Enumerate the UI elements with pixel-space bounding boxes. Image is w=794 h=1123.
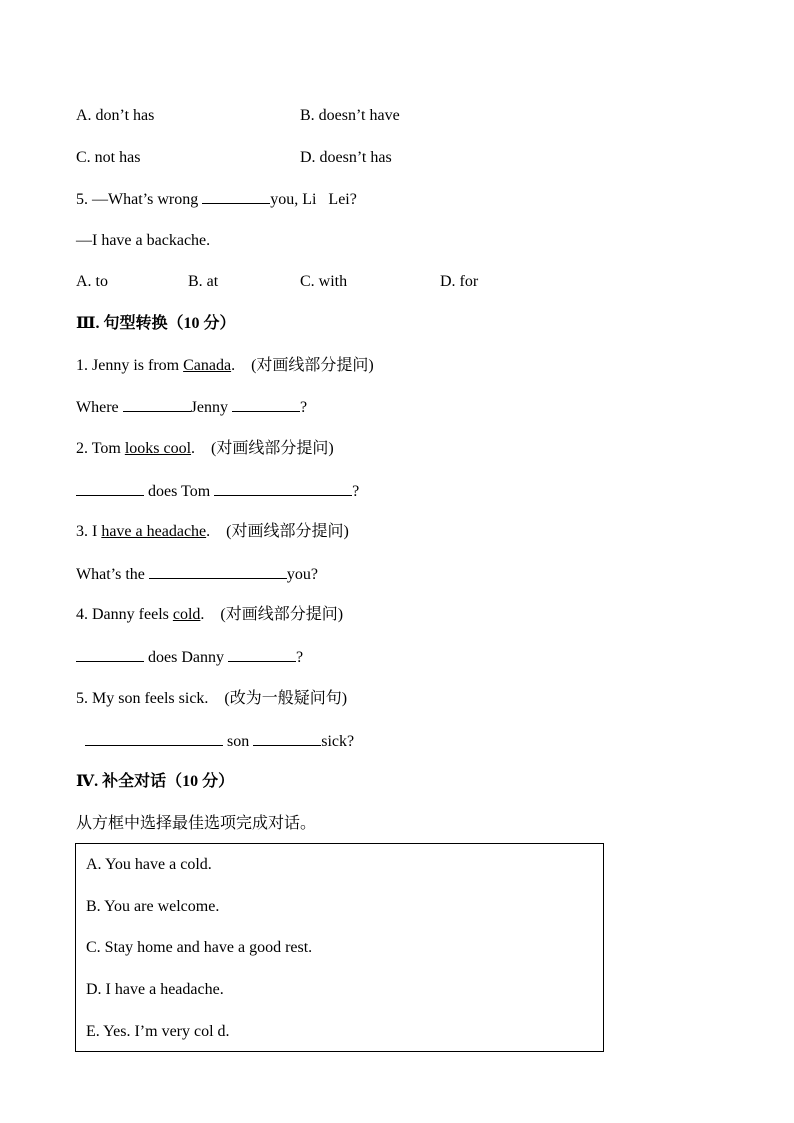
s3-item2-answer: does Tom ? (76, 480, 359, 503)
s3-item5-question: 5. My son feels sick. (改为一般疑问句) (76, 690, 348, 707)
box-option-e: E. Yes. I’m very col d. (86, 1023, 230, 1040)
options-box (75, 843, 604, 1052)
answer-blank[interactable] (85, 730, 223, 746)
box-option-a: A. You have a cold. (86, 856, 212, 873)
q5-option-d: D. for (440, 273, 479, 290)
answer-blank[interactable] (123, 396, 191, 412)
q5-option-b: B. at (188, 273, 219, 290)
box-option-b: B. You are welcome. (86, 898, 220, 915)
answer-blank[interactable] (76, 646, 144, 662)
q4-option-c: C. not has (76, 149, 141, 166)
q5-question: 5. —What’s wrong you, Li Lei? (76, 188, 357, 211)
s3-item2-question: 2. Tom looks cool. (对画线部分提问) (76, 440, 334, 457)
s3-item3-question: 3. I have a headache. (对画线部分提问) (76, 523, 349, 540)
answer-blank[interactable] (214, 480, 352, 496)
box-option-d: D. I have a headache. (86, 981, 224, 998)
section4-heading: Ⅳ. 补全对话（10 分） (76, 773, 235, 790)
q5-option-a: A. to (76, 273, 108, 290)
q5-option-c: C. with (300, 273, 348, 290)
answer-blank[interactable] (149, 563, 287, 579)
answer-blank[interactable] (232, 396, 300, 412)
section4-instruction: 从方框中选择最佳选项完成对话。 (76, 815, 317, 832)
s3-item3-answer: What’s the you? (76, 563, 318, 586)
q5-answer: —I have a backache. (76, 232, 211, 249)
s3-item5-answer: son sick? (85, 730, 354, 753)
q4-option-b: B. doesn’t have (300, 107, 400, 124)
s3-item1-question: 1. Jenny is from Canada. (对画线部分提问) (76, 357, 374, 374)
answer-blank[interactable] (253, 730, 321, 746)
section3-heading: Ⅲ. 句型转换（10 分） (76, 315, 236, 332)
q4-option-d: D. doesn’t has (300, 149, 392, 166)
answer-blank[interactable] (202, 188, 270, 204)
answer-blank[interactable] (228, 646, 296, 662)
q4-option-a: A. don’t has (76, 107, 155, 124)
s3-item4-question: 4. Danny feels cold. (对画线部分提问) (76, 606, 344, 623)
s3-item4-answer: does Danny ? (76, 646, 303, 669)
box-option-c: C. Stay home and have a good rest. (86, 939, 313, 956)
answer-blank[interactable] (76, 480, 144, 496)
s3-item1-answer: Where Jenny ? (76, 396, 307, 419)
